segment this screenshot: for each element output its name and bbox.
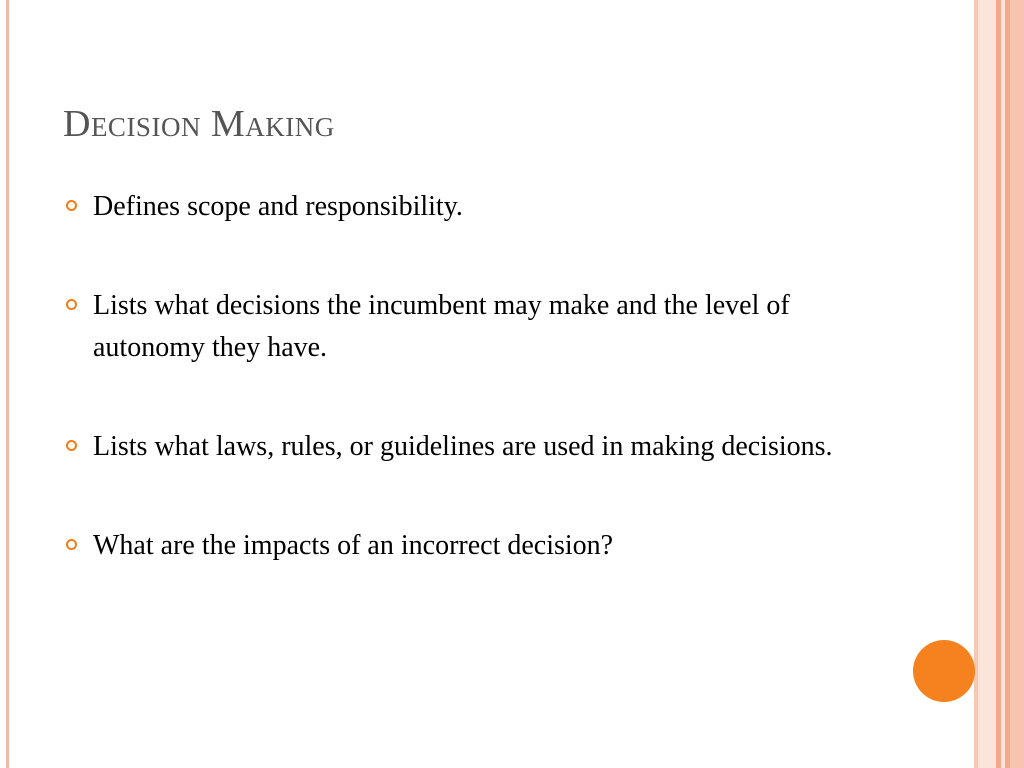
bullet-item [64,186,904,228]
bullet-item [64,285,904,369]
slide-title: Decision Making [63,103,335,145]
bullet-text: Lists what laws, rules, or guidelines are used in making decisions. [93,431,833,462]
right-decorative-stripes [974,0,1024,768]
bullet-circle-icon [66,200,77,211]
stripe [978,0,996,768]
bullet-item [64,525,904,567]
bullet-circle-icon [66,539,77,550]
bullet-circle-icon [66,440,77,451]
bullet-text: Lists what decisions the incumbent may make and the level of autonomy they have. [93,290,790,363]
left-border-line [6,0,9,768]
bullet-text: Defines scope and responsibility. [93,191,463,222]
bullet-list [64,186,904,567]
bullet-item [64,426,904,468]
bullet-circle-icon [66,299,77,310]
orange-circle-icon [913,640,975,702]
stripe [1010,0,1024,768]
bullet-text: What are the impacts of an incorrect decision? [93,530,614,561]
